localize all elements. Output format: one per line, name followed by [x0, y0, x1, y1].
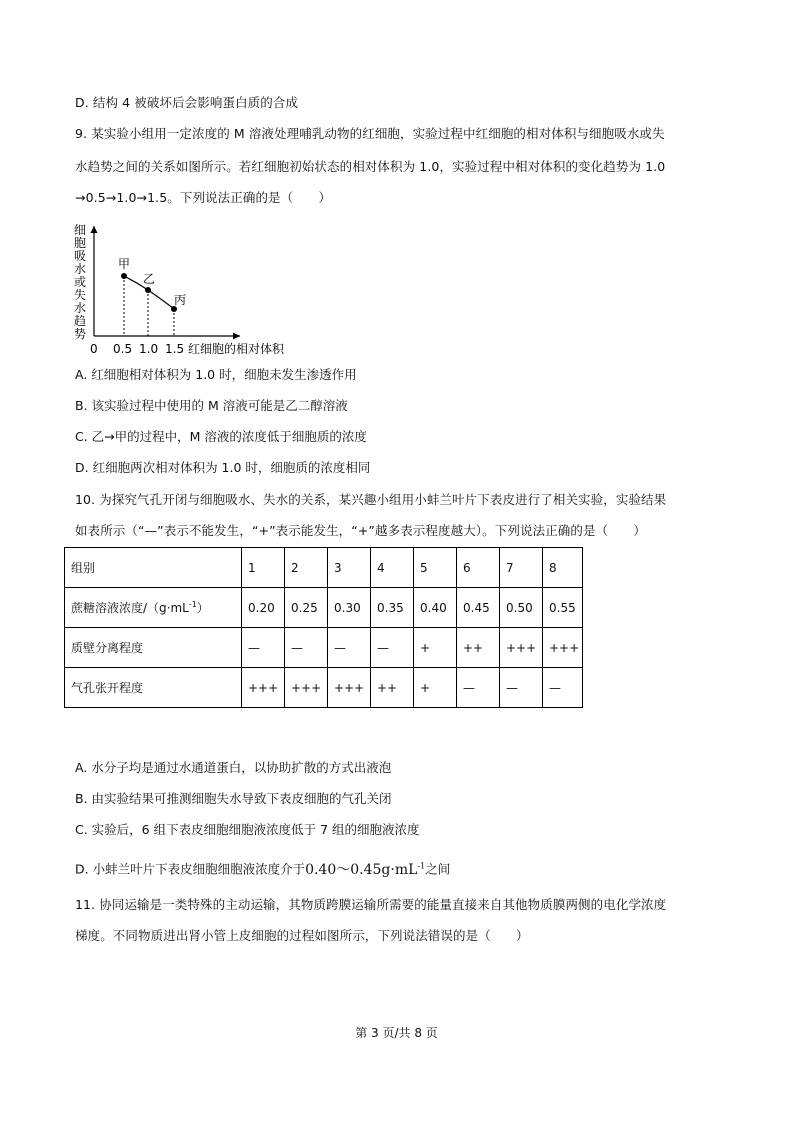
q10-option-a: A. 水分子均是通过水通道蛋白，以协助扩散的方式出液泡 [75, 760, 392, 775]
table-cell: 0.45 [457, 588, 500, 628]
row-header-group: 组别 [65, 548, 242, 588]
point-jia [121, 273, 127, 279]
table-cell: — [371, 628, 414, 668]
table-cell: +++ [328, 668, 371, 708]
q9-stem-line2: 水趋势之间的关系如图所示。若红细胞初始状态的相对体积为 1.0，实验过程中相对体积的变化趋势为 1.0 [75, 159, 666, 174]
y-axis-label: 细胞吸水或失水趋势 [73, 223, 87, 341]
table-cell: 5 [414, 548, 457, 588]
q9-stem-line3: →0.5→1.0→1.5。下列说法正确的是（ ） [75, 190, 332, 205]
table-cell: 0.50 [500, 588, 543, 628]
q9-stem-line1: 9. 某实验小组用一定浓度的 M 溶液处理哺乳动物的红细胞，实验过程中红细胞的相对体积与细胞吸水或失 [75, 126, 665, 141]
page-footer: 第 3 页/共 8 页 [355, 1026, 438, 1040]
q9-graph [68, 222, 328, 357]
table-cell: — [543, 668, 583, 708]
table-cell: 0.40 [414, 588, 457, 628]
q10-option-d: D. 小蚌兰叶片下表皮细胞细胞液浓度介于$0.40\sim 0.45g\cdot mL^{-1}$之间 [75, 861, 451, 878]
q10-option-b: B. 由实验结果可推测细胞失水导致下表皮细胞的气孔关闭 [75, 791, 392, 806]
x-tick-label: 1.5 [165, 342, 185, 356]
table-cell: — [500, 668, 543, 708]
q11-stem-line2: 梯度。不同物质进出肾小管上皮细胞的过程如图所示，下列说法错误的是（ ） [75, 928, 529, 943]
row-header-stomata: 气孔张开程度 [65, 668, 242, 708]
q10-stem-line2: 如表所示（“—”表示不能发生，“+”表示能发生，“+”越多表示程度越大）。下列说法正确的是（ ） [75, 523, 646, 538]
table-cell: +++ [285, 668, 328, 708]
table-cell: +++ [543, 628, 583, 668]
x-axis-label: 红细胞的相对体积 [188, 342, 285, 356]
q10-stem-line1: 10. 为探究气孔开闭与细胞吸水、失水的关系，某兴趣小组用小蚌兰叶片下表皮进行了相关实验，实验结果 [75, 492, 667, 507]
table-row [65, 628, 583, 668]
q9-option-a: A. 红细胞相对体积为 1.0 时，细胞未发生渗透作用 [75, 367, 357, 382]
point-label-yi: 乙 [143, 272, 156, 286]
concentration-formula: $0.40\sim 0.45g\cdot mL^{-1}$ [305, 861, 426, 878]
table-cell: 4 [371, 548, 414, 588]
table-cell: +++ [242, 668, 285, 708]
table-cell: 0.25 [285, 588, 328, 628]
q9-option-c: C. 乙→甲的过程中，M 溶液的浓度低于细胞质的浓度 [75, 429, 367, 444]
point-label-bing: 丙 [174, 293, 187, 307]
table-row [65, 668, 583, 708]
table-cell: + [414, 628, 457, 668]
q9-option-d: D. 红细胞两次相对体积为 1.0 时，细胞质的浓度相同 [75, 460, 371, 475]
table-row [65, 548, 583, 588]
x-tick-label: 0.5 [113, 342, 133, 356]
table-cell: — [242, 628, 285, 668]
table-cell: — [285, 628, 328, 668]
prev-option-d: D. 结构 4 被破坏后会影响蛋白质的合成 [75, 95, 299, 110]
point-label-jia: 甲 [118, 257, 131, 271]
table-cell: — [457, 668, 500, 708]
table-cell: +++ [500, 628, 543, 668]
table-row [65, 588, 583, 628]
table-cell: 0.30 [328, 588, 371, 628]
table-cell: 1 [242, 548, 285, 588]
table-cell: 2 [285, 548, 328, 588]
table-cell: ++ [457, 628, 500, 668]
table-cell: 0.35 [371, 588, 414, 628]
table-cell: 6 [457, 548, 500, 588]
table-cell: 7 [500, 548, 543, 588]
table-cell: ++ [371, 668, 414, 708]
table-cell: 3 [328, 548, 371, 588]
table-cell: 0.20 [242, 588, 285, 628]
row-header-concentration: 蔗糖溶液浓度$/(g\cdot mL^{-1})$ [65, 588, 242, 628]
table-cell: 8 [543, 548, 583, 588]
origin-label: 0 [90, 342, 98, 356]
point-yi [145, 287, 151, 293]
table-cell: — [328, 628, 371, 668]
row-header-plasmolysis: 质壁分离程度 [65, 628, 242, 668]
q9-option-b: B. 该实验过程中使用的 M 溶液可能是乙二醇溶液 [75, 398, 348, 413]
x-tick-label: 1.0 [139, 342, 159, 356]
q10-option-c: C. 实验后，6 组下表皮细胞细胞液浓度低于 7 组的细胞液浓度 [75, 822, 420, 837]
table-cell: + [414, 668, 457, 708]
q11-stem-line1: 11. 协同运输是一类特殊的主动运输，其物质跨膜运输所需要的能量直接来自其他物质膜两侧的电化学浓度 [75, 897, 667, 912]
table-cell: 0.55 [543, 588, 583, 628]
q10-table [64, 547, 583, 708]
